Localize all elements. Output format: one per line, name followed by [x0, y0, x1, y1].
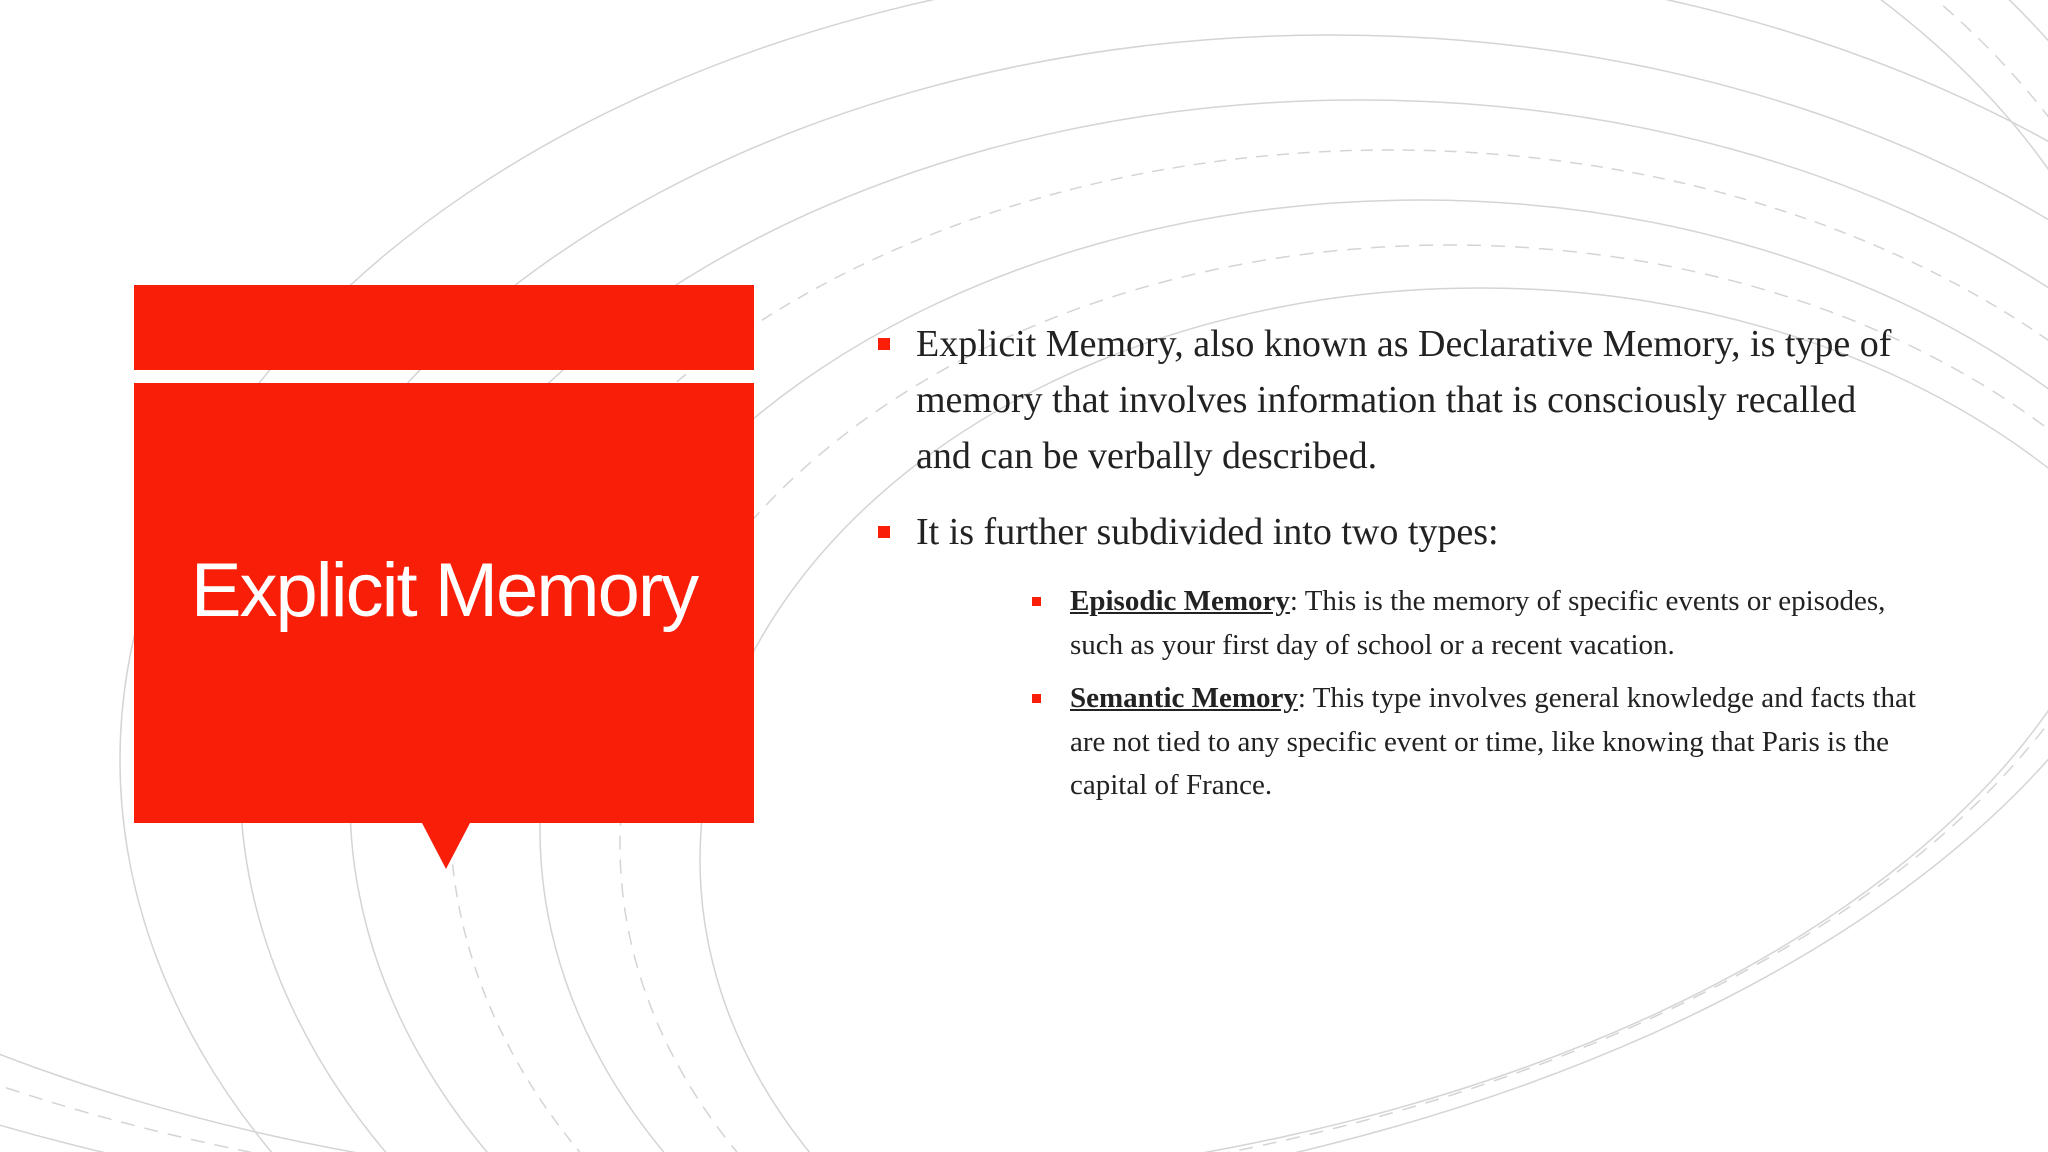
slide-title: Explicit Memory: [190, 548, 698, 633]
callout-pointer: [422, 823, 470, 869]
square-bullet-icon: [878, 338, 890, 350]
bullet-item: [878, 316, 1918, 484]
square-bullet-icon: [1032, 597, 1041, 606]
bullet-item: [878, 504, 1918, 560]
term-episodic-memory: Episodic Memory: [1070, 585, 1290, 617]
sub-bullet-text: : This is the memory of specific events or episodes, such as your first day of school or a recent vacation.: [1070, 585, 1886, 661]
square-bullet-icon: [878, 526, 890, 538]
sub-bullet-item: [1032, 677, 1940, 808]
bullet-text: Explicit Memory, also known as Declarative Memory, is type of memory that involves information that is consciously recalled and can be verbally described.: [916, 323, 1892, 477]
bullet-text: It is further subdivided into two types:: [916, 511, 1499, 553]
square-bullet-icon: [1032, 694, 1041, 703]
bullet-list: [878, 316, 1918, 818]
sub-bullet-item: [1032, 580, 1940, 667]
title-accent-strip: [134, 285, 754, 370]
sub-bullet-text: : This type involves general knowledge and facts that are not tied to any specific event or time, like knowing that Paris is the capital of France.: [1070, 682, 1916, 801]
term-semantic-memory: Semantic Memory: [1070, 682, 1298, 714]
